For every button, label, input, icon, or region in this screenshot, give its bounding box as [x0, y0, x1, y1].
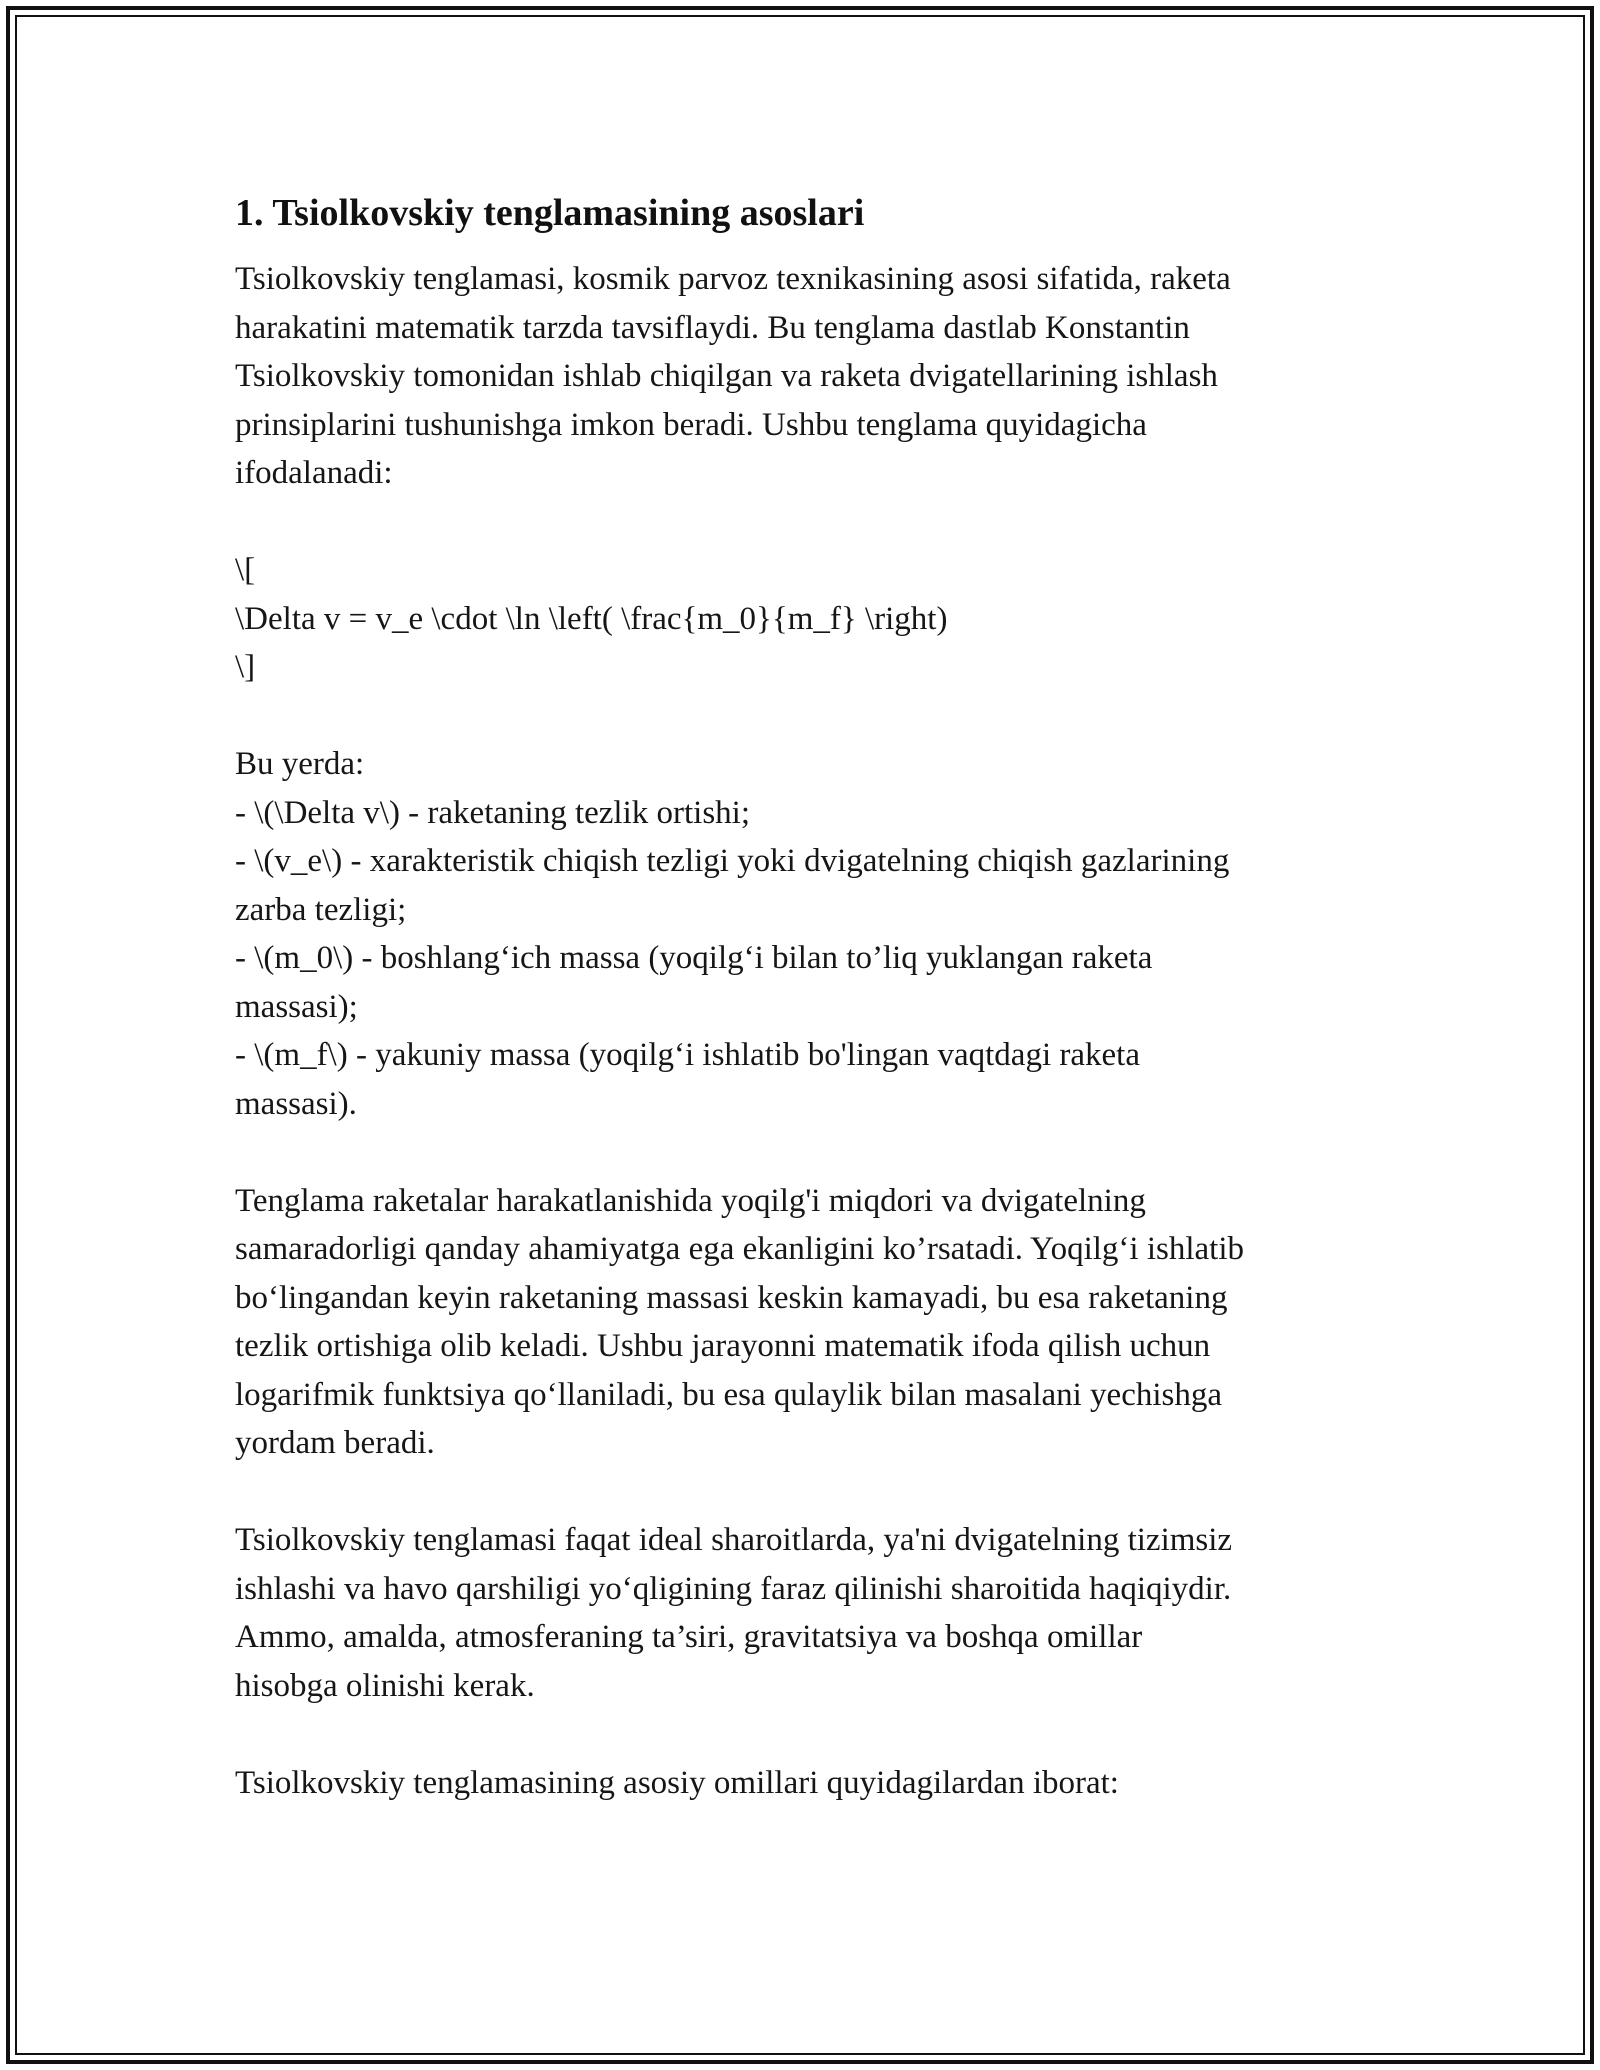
spacer — [235, 692, 1365, 741]
body-paragraph-3: Tsiolkovskiy tenglamasining asosiy omillari quyidagilardan iborat: — [235, 1764, 1119, 1801]
body-paragraph-1: Tenglama raketalar harakatlanishida yoqilg'i miqdori va dvigatelning samaradorligi qanday ahamiyatga ega ekanligini ko’rsatadi. Yoqilg‘i ishlatib bo‘lingandan keyin raketaning massasi keskin kamayadi, bu esa raketaning tezlik ortishiga olib keladi. Ushbu jarayonni matematik ifoda qilish uchun logarifmik funktsiya qo‘llaniladi, bu esa qulaylik bilan masalani yechishga yordam beradi. — [235, 1182, 1244, 1461]
intro-paragraph: Tsiolkovskiy tenglamasi, kosmik parvoz texnikasining asosi sifatida, raketa harakatini matematik tarzda tavsiflaydi. Bu tenglama dastlab Konstantin Tsiolkovskiy tomonidan ishlab chiqilgan va raketa dvigatellarining ishlash prinsiplarini tushunishga imkon beradi. Ushbu tenglama quyidagicha ifodalanadi: — [235, 261, 1231, 491]
spacer — [235, 498, 1365, 547]
formula-block: \[ \Delta v = v_e \cdot \ln \left( \frac{m_0}{m_f} \right) \] — [235, 552, 948, 685]
section-heading: 1. Tsiolkovskiy tenglamasining asoslari — [235, 192, 865, 234]
spacer — [235, 1468, 1365, 1517]
spacer — [235, 1710, 1365, 1759]
document-body — [235, 185, 1365, 1807]
body-paragraph-2: Tsiolkovskiy tenglamasi faqat ideal sharoitlarda, ya'ni dvigatelning tizimsiz ishlashi va havo qarshiligi yo‘qligining faraz qilinishi sharoitida haqiqiydir. Ammo, amalda, atmosferaning ta’siri, gravitatsiya va boshqa omillar hisobga olinishi kerak. — [235, 1522, 1233, 1704]
spacer — [235, 1128, 1365, 1177]
definitions-list: Bu yerda: - \(\Delta v\) - raketaning tezlik ortishi; - \(v_e\) - xarakteristik chiqish tezligi yoki dvigatelning chiqish gazlarining zarba tezligi; - \(m_0\) - boshlang‘ich massa (yoqilg‘i bilan to’liq yuklangan raketa massasi); - \(m_f\) - yakuniy massa (yoqilg‘i ishlatib bo'lingan vaqtdagi raketa massasi). — [235, 746, 1230, 1122]
